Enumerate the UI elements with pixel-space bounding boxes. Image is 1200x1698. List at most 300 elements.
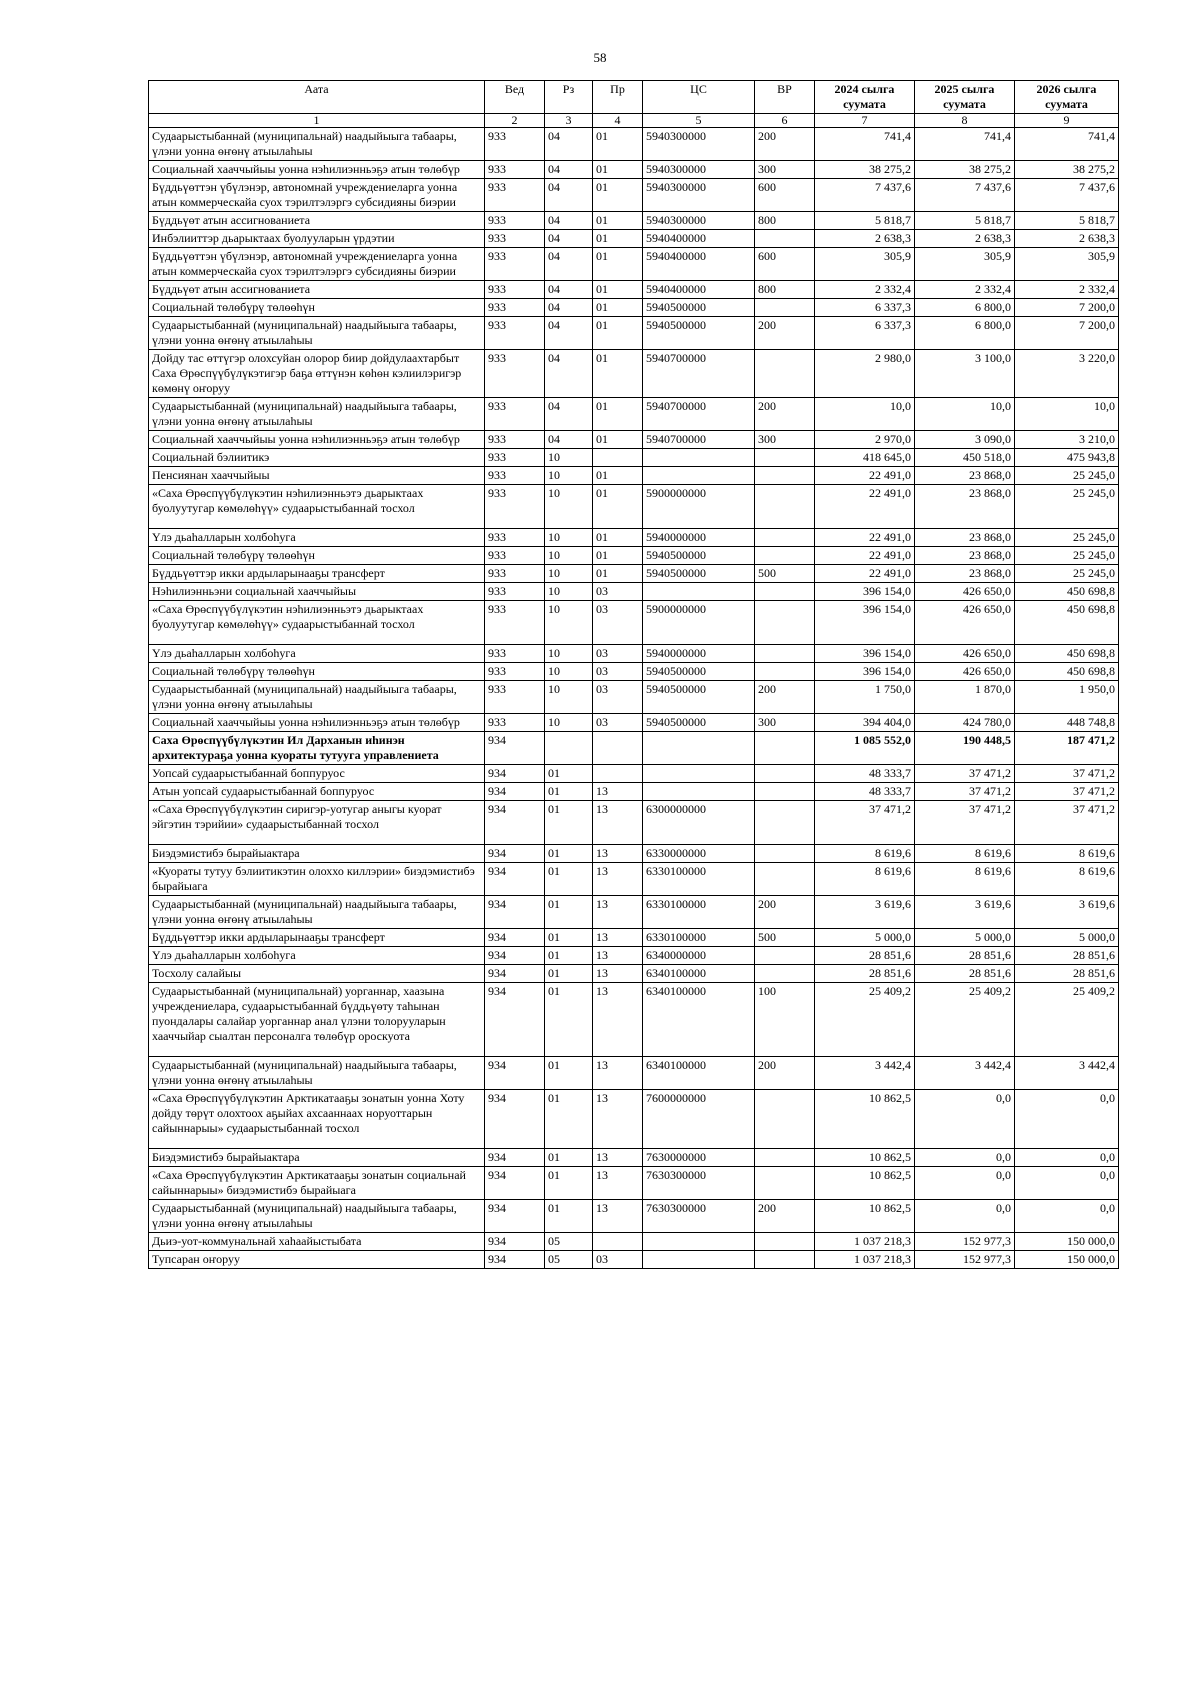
row-name: Тосхолу салайыы (149, 965, 485, 983)
row-amount-2025: 152 977,3 (915, 1251, 1015, 1269)
row-vr (755, 947, 815, 965)
row-amount-2024: 1 037 218,3 (815, 1251, 915, 1269)
row-vr: 200 (755, 1057, 815, 1090)
row-amount-2026: 2 332,4 (1015, 281, 1119, 299)
row-amount-2026: 38 275,2 (1015, 161, 1119, 179)
row-amount-2026: 28 851,6 (1015, 965, 1119, 983)
column-number: 1 (149, 114, 485, 128)
row-ved: 933 (485, 681, 545, 714)
row-cs: 6340100000 (643, 983, 755, 1057)
table-row (149, 714, 1119, 732)
row-rz: 01 (545, 1090, 593, 1149)
row-rz: 01 (545, 929, 593, 947)
row-pr: 13 (593, 801, 643, 845)
row-amount-2025: 426 650,0 (915, 645, 1015, 663)
row-amount-2024: 10,0 (815, 398, 915, 431)
row-ved: 934 (485, 1057, 545, 1090)
table-row (149, 350, 1119, 398)
row-amount-2026: 150 000,0 (1015, 1233, 1119, 1251)
row-amount-2025: 37 471,2 (915, 783, 1015, 801)
row-amount-2025: 28 851,6 (915, 965, 1015, 983)
table-row (149, 732, 1119, 765)
row-amount-2026: 150 000,0 (1015, 1251, 1119, 1269)
row-ved: 933 (485, 350, 545, 398)
row-amount-2025: 152 977,3 (915, 1233, 1015, 1251)
row-ved: 934 (485, 1090, 545, 1149)
row-rz: 05 (545, 1251, 593, 1269)
row-ved: 933 (485, 317, 545, 350)
row-vr: 600 (755, 248, 815, 281)
row-amount-2026: 450 698,8 (1015, 663, 1119, 681)
row-vr (755, 1149, 815, 1167)
row-ved: 933 (485, 398, 545, 431)
row-amount-2025: 1 870,0 (915, 681, 1015, 714)
row-name: Бүддьүөт атын ассигнованиета (149, 212, 485, 230)
row-rz: 10 (545, 529, 593, 547)
table-row (149, 565, 1119, 583)
row-amount-2026: 5 818,7 (1015, 212, 1119, 230)
row-name: Үлэ дьаһалларын холбоһуга (149, 529, 485, 547)
row-rz: 01 (545, 1200, 593, 1233)
row-amount-2026: 3 220,0 (1015, 350, 1119, 398)
row-amount-2025: 3 442,4 (915, 1057, 1015, 1090)
row-ved: 934 (485, 1200, 545, 1233)
row-vr: 300 (755, 431, 815, 449)
table-row (149, 983, 1119, 1057)
row-name: Социальнай төлөбүрү төлөөһүн (149, 299, 485, 317)
row-cs: 6330100000 (643, 929, 755, 947)
row-pr: 01 (593, 128, 643, 161)
column-number: 6 (755, 114, 815, 128)
row-amount-2024: 2 980,0 (815, 350, 915, 398)
row-amount-2025: 741,4 (915, 128, 1015, 161)
row-amount-2025: 23 868,0 (915, 467, 1015, 485)
row-pr: 03 (593, 645, 643, 663)
row-pr: 13 (593, 783, 643, 801)
row-ved: 934 (485, 801, 545, 845)
row-cs (643, 1233, 755, 1251)
row-amount-2025: 5 818,7 (915, 212, 1015, 230)
row-name: Судаарыстыбаннай (муниципальнай) наадыйыыга табаары, үлэни уонна өҥөнү атыылаһыы (149, 398, 485, 431)
row-amount-2026: 448 748,8 (1015, 714, 1119, 732)
row-vr: 500 (755, 565, 815, 583)
row-amount-2024: 25 409,2 (815, 983, 915, 1057)
row-name: Инбэлииттэр дьарыктаах буолууларын үрдэтии (149, 230, 485, 248)
row-cs: 7600000000 (643, 1090, 755, 1149)
row-amount-2026: 741,4 (1015, 128, 1119, 161)
row-rz: 10 (545, 645, 593, 663)
row-name: Судаарыстыбаннай (муниципальнай) наадыйыыга табаары, үлэни уонна өҥөнү атыылаһыы (149, 896, 485, 929)
row-pr: 01 (593, 529, 643, 547)
row-cs: 7630300000 (643, 1167, 755, 1200)
row-vr: 200 (755, 317, 815, 350)
row-amount-2026: 450 698,8 (1015, 583, 1119, 601)
row-ved: 933 (485, 212, 545, 230)
row-name: Социальнай бэлиитикэ (149, 449, 485, 467)
row-vr (755, 783, 815, 801)
table-row (149, 485, 1119, 529)
row-vr: 200 (755, 896, 815, 929)
row-amount-2024: 5 000,0 (815, 929, 915, 947)
row-cs: 6340100000 (643, 965, 755, 983)
row-pr: 01 (593, 317, 643, 350)
row-cs: 6340100000 (643, 1057, 755, 1090)
page-number: 58 (593, 50, 607, 65)
header-pr: Пр (593, 81, 643, 114)
row-cs: 6300000000 (643, 801, 755, 845)
row-cs: 5940300000 (643, 212, 755, 230)
row-rz: 10 (545, 714, 593, 732)
row-pr: 01 (593, 467, 643, 485)
row-name: Атын уопсай судаарыстыбаннай боппуруос (149, 783, 485, 801)
row-cs: 5940400000 (643, 248, 755, 281)
row-pr: 03 (593, 1251, 643, 1269)
row-ved: 934 (485, 983, 545, 1057)
row-amount-2024: 3 442,4 (815, 1057, 915, 1090)
row-cs: 5940500000 (643, 681, 755, 714)
row-rz: 04 (545, 128, 593, 161)
row-name: «Саха Өрөспүүбүлүкэтин Арктикатааҕы зонатын социальнай сайыннарыы» биэдэмистибэ бырайыага (149, 1167, 485, 1200)
row-name: Бүддьүөттэр икки ардыларынааҕы трансферт (149, 565, 485, 583)
table-row (149, 896, 1119, 929)
row-pr: 03 (593, 681, 643, 714)
row-amount-2024: 1 037 218,3 (815, 1233, 915, 1251)
row-amount-2024: 10 862,5 (815, 1200, 915, 1233)
row-amount-2024: 8 619,6 (815, 845, 915, 863)
row-name: Социальнай төлөбүрү төлөөһүн (149, 663, 485, 681)
row-pr: 13 (593, 896, 643, 929)
row-amount-2026: 5 000,0 (1015, 929, 1119, 947)
row-name: «Саха Өрөспүүбүлүкэтин сиригэр-уотугар аныгы куорат эйгэтин тэрийии» судаарыстыбаннай тосхол (149, 801, 485, 845)
row-ved: 933 (485, 299, 545, 317)
row-cs: 5940500000 (643, 317, 755, 350)
row-amount-2026: 3 442,4 (1015, 1057, 1119, 1090)
row-vr (755, 1090, 815, 1149)
row-rz: 04 (545, 212, 593, 230)
row-amount-2026: 3 210,0 (1015, 431, 1119, 449)
row-ved: 934 (485, 1167, 545, 1200)
row-rz: 04 (545, 317, 593, 350)
row-ved: 933 (485, 179, 545, 212)
row-rz: 04 (545, 398, 593, 431)
row-ved: 934 (485, 845, 545, 863)
row-vr (755, 449, 815, 467)
row-amount-2026: 25 245,0 (1015, 467, 1119, 485)
table-row (149, 547, 1119, 565)
row-ved: 933 (485, 161, 545, 179)
table-row (149, 1167, 1119, 1200)
row-cs (643, 583, 755, 601)
row-pr: 01 (593, 248, 643, 281)
row-vr (755, 601, 815, 645)
row-amount-2025: 426 650,0 (915, 601, 1015, 645)
row-pr: 01 (593, 398, 643, 431)
row-amount-2026: 8 619,6 (1015, 863, 1119, 896)
row-ved: 934 (485, 863, 545, 896)
row-ved: 933 (485, 645, 545, 663)
row-rz: 01 (545, 801, 593, 845)
row-ved: 933 (485, 583, 545, 601)
row-amount-2026: 25 245,0 (1015, 529, 1119, 547)
row-amount-2024: 6 337,3 (815, 317, 915, 350)
row-rz: 04 (545, 350, 593, 398)
row-cs: 5940500000 (643, 663, 755, 681)
row-vr (755, 801, 815, 845)
row-cs: 5940700000 (643, 398, 755, 431)
row-name: Нэһилиэнньэни социальнай хааччыйыы (149, 583, 485, 601)
row-vr (755, 547, 815, 565)
table-row (149, 299, 1119, 317)
row-amount-2024: 22 491,0 (815, 467, 915, 485)
row-amount-2025: 23 868,0 (915, 565, 1015, 583)
table-row (149, 947, 1119, 965)
row-amount-2025: 426 650,0 (915, 663, 1015, 681)
row-name: Бүддьүөттэн үбүлэнэр, автономнай учреждениеларга уонна атын коммерческайа суох тэрилтэлэргэ субсидияны биэрии (149, 248, 485, 281)
row-ved: 934 (485, 947, 545, 965)
header-cs: ЦС (643, 81, 755, 114)
row-rz: 01 (545, 845, 593, 863)
table-row (149, 179, 1119, 212)
row-vr (755, 863, 815, 896)
row-amount-2026: 37 471,2 (1015, 801, 1119, 845)
row-amount-2024: 10 862,5 (815, 1149, 915, 1167)
row-cs: 7630000000 (643, 1149, 755, 1167)
row-vr (755, 350, 815, 398)
row-cs: 5940700000 (643, 350, 755, 398)
row-ved: 934 (485, 1233, 545, 1251)
row-amount-2024: 394 404,0 (815, 714, 915, 732)
row-vr (755, 1251, 815, 1269)
table-row (149, 398, 1119, 431)
row-name: Судаарыстыбаннай (муниципальнай) наадыйыыга табаары, үлэни уонна өҥөнү атыылаһыы (149, 317, 485, 350)
row-name: «Саха Өрөспүүбүлүкэтин нэһилиэнньэтэ дьарыктаах буолуутугар көмөлөһүү» судаарыстыбаннай тосхол (149, 601, 485, 645)
table-body (149, 128, 1119, 1269)
row-name: «Куораты тутуу бэлиитикэтин олоххо киллэрии» биэдэмистибэ бырайыага (149, 863, 485, 896)
row-amount-2026: 8 619,6 (1015, 845, 1119, 863)
row-pr (593, 732, 643, 765)
row-amount-2026: 0,0 (1015, 1149, 1119, 1167)
row-amount-2025: 0,0 (915, 1167, 1015, 1200)
column-number: 5 (643, 114, 755, 128)
table-row (149, 248, 1119, 281)
row-ved: 934 (485, 732, 545, 765)
row-name: Биэдэмистибэ бырайыактара (149, 845, 485, 863)
row-amount-2026: 37 471,2 (1015, 765, 1119, 783)
row-rz: 01 (545, 863, 593, 896)
row-ved: 933 (485, 248, 545, 281)
row-amount-2026: 10,0 (1015, 398, 1119, 431)
row-ved: 933 (485, 230, 545, 248)
row-amount-2025: 2 638,3 (915, 230, 1015, 248)
row-amount-2026: 7 437,6 (1015, 179, 1119, 212)
column-number: 9 (1015, 114, 1119, 128)
table-row (149, 765, 1119, 783)
row-amount-2026: 3 619,6 (1015, 896, 1119, 929)
row-vr (755, 485, 815, 529)
row-amount-2024: 22 491,0 (815, 547, 915, 565)
row-rz: 05 (545, 1233, 593, 1251)
row-amount-2025: 190 448,5 (915, 732, 1015, 765)
row-vr: 600 (755, 179, 815, 212)
row-pr: 13 (593, 929, 643, 947)
row-amount-2025: 6 800,0 (915, 317, 1015, 350)
row-amount-2025: 0,0 (915, 1090, 1015, 1149)
row-amount-2026: 305,9 (1015, 248, 1119, 281)
table-row (149, 681, 1119, 714)
row-rz: 10 (545, 601, 593, 645)
row-cs: 6330100000 (643, 896, 755, 929)
row-amount-2025: 25 409,2 (915, 983, 1015, 1057)
row-amount-2025: 37 471,2 (915, 765, 1015, 783)
header-row (149, 81, 1119, 114)
row-pr: 13 (593, 965, 643, 983)
table-row (149, 1149, 1119, 1167)
row-name: «Саха Өрөспүүбүлүкэтин нэһилиэнньэтэ дьарыктаах буолуутугар көмөлөһүү» судаарыстыбаннай тосхол (149, 485, 485, 529)
column-number-row (149, 114, 1119, 128)
row-vr (755, 965, 815, 983)
row-amount-2025: 8 619,6 (915, 863, 1015, 896)
row-rz: 04 (545, 248, 593, 281)
row-cs: 6330100000 (643, 863, 755, 896)
row-pr: 13 (593, 1167, 643, 1200)
row-cs: 6340000000 (643, 947, 755, 965)
row-pr: 13 (593, 1057, 643, 1090)
row-ved: 933 (485, 663, 545, 681)
table-row (149, 965, 1119, 983)
row-amount-2025: 424 780,0 (915, 714, 1015, 732)
row-amount-2024: 396 154,0 (815, 601, 915, 645)
row-amount-2025: 23 868,0 (915, 529, 1015, 547)
row-rz: 10 (545, 467, 593, 485)
table-row (149, 431, 1119, 449)
header-rz: Рз (545, 81, 593, 114)
column-number: 4 (593, 114, 643, 128)
table-row (149, 645, 1119, 663)
table-row (149, 801, 1119, 845)
row-rz: 01 (545, 983, 593, 1057)
row-amount-2024: 2 970,0 (815, 431, 915, 449)
header-2024: 2024 сылга суумата (815, 81, 915, 114)
row-amount-2025: 0,0 (915, 1149, 1015, 1167)
row-name: Пенсиянан хааччыйыы (149, 467, 485, 485)
row-name: Үлэ дьаһалларын холбоһуга (149, 645, 485, 663)
row-vr: 200 (755, 128, 815, 161)
row-cs: 7630300000 (643, 1200, 755, 1233)
row-amount-2026: 7 200,0 (1015, 299, 1119, 317)
row-pr: 01 (593, 212, 643, 230)
row-pr (593, 1233, 643, 1251)
row-rz: 01 (545, 765, 593, 783)
header-2026: 2026 сылга суумата (1015, 81, 1119, 114)
row-cs: 5940300000 (643, 179, 755, 212)
row-amount-2026: 7 200,0 (1015, 317, 1119, 350)
row-name: Биэдэмистибэ бырайыактара (149, 1149, 485, 1167)
row-name: Судаарыстыбаннай (муниципальнай) наадыйыыга табаары, үлэни уонна өҥөнү атыылаһыы (149, 681, 485, 714)
row-cs (643, 765, 755, 783)
header-2025: 2025 сылга суумата (915, 81, 1015, 114)
table-row (149, 1057, 1119, 1090)
header-ved: Вед (485, 81, 545, 114)
row-amount-2026: 0,0 (1015, 1090, 1119, 1149)
row-amount-2024: 6 337,3 (815, 299, 915, 317)
row-amount-2025: 305,9 (915, 248, 1015, 281)
row-ved: 933 (485, 281, 545, 299)
row-ved: 933 (485, 547, 545, 565)
row-cs: 5940500000 (643, 565, 755, 583)
row-amount-2026: 25 409,2 (1015, 983, 1119, 1057)
row-vr (755, 467, 815, 485)
row-vr (755, 732, 815, 765)
row-amount-2025: 7 437,6 (915, 179, 1015, 212)
row-amount-2026: 0,0 (1015, 1167, 1119, 1200)
row-pr (593, 765, 643, 783)
row-name: Бүддьүөттэн үбүлэнэр, автономнай учреждениеларга уонна атын коммерческайа суох тэрилтэлэргэ субсидияны биэрии (149, 179, 485, 212)
column-number: 7 (815, 114, 915, 128)
row-cs (643, 783, 755, 801)
table-row (149, 1251, 1119, 1269)
row-amount-2024: 418 645,0 (815, 449, 915, 467)
row-cs: 5940500000 (643, 714, 755, 732)
table-row (149, 601, 1119, 645)
row-ved: 933 (485, 431, 545, 449)
row-cs: 5900000000 (643, 601, 755, 645)
row-amount-2026: 37 471,2 (1015, 783, 1119, 801)
row-vr (755, 230, 815, 248)
row-vr (755, 1233, 815, 1251)
row-ved: 933 (485, 485, 545, 529)
row-vr: 200 (755, 1200, 815, 1233)
row-amount-2024: 741,4 (815, 128, 915, 161)
row-pr: 13 (593, 863, 643, 896)
row-amount-2026: 2 638,3 (1015, 230, 1119, 248)
row-name: Социальнай хааччыйыы уонна нэһилиэнньэҕэ атын төлөбүр (149, 161, 485, 179)
row-ved: 934 (485, 896, 545, 929)
table-row (149, 1090, 1119, 1149)
row-rz: 10 (545, 663, 593, 681)
row-amount-2024: 8 619,6 (815, 863, 915, 896)
row-name: Социальнай хааччыйыы уонна нэһилиэнньэҕэ атын төлөбүр (149, 714, 485, 732)
row-amount-2025: 3 100,0 (915, 350, 1015, 398)
row-ved: 933 (485, 714, 545, 732)
row-name: Бүддьүөттэр икки ардыларынааҕы трансферт (149, 929, 485, 947)
row-amount-2026: 475 943,8 (1015, 449, 1119, 467)
row-rz: 10 (545, 565, 593, 583)
row-cs (643, 467, 755, 485)
row-rz: 01 (545, 1057, 593, 1090)
table-row (149, 317, 1119, 350)
table-row (149, 863, 1119, 896)
table-row (149, 1233, 1119, 1251)
row-amount-2025: 38 275,2 (915, 161, 1015, 179)
row-name: «Саха Өрөспүүбүлүкэтин Арктикатааҕы зонатын уонна Хоту дойду төрүт олохтоох аҕыйах ахсааннаах норуоттарын сайыннарыы» судаарыстыбаннай тосхол (149, 1090, 485, 1149)
row-amount-2026: 25 245,0 (1015, 547, 1119, 565)
row-vr: 200 (755, 681, 815, 714)
row-amount-2026: 25 245,0 (1015, 485, 1119, 529)
row-ved: 934 (485, 765, 545, 783)
row-rz: 10 (545, 547, 593, 565)
row-amount-2026: 450 698,8 (1015, 601, 1119, 645)
table-row (149, 212, 1119, 230)
row-rz: 04 (545, 299, 593, 317)
row-vr: 100 (755, 983, 815, 1057)
row-ved: 934 (485, 1251, 545, 1269)
row-amount-2026: 1 950,0 (1015, 681, 1119, 714)
row-pr: 01 (593, 281, 643, 299)
row-vr: 500 (755, 929, 815, 947)
column-number: 8 (915, 114, 1015, 128)
row-pr: 01 (593, 565, 643, 583)
row-pr: 03 (593, 583, 643, 601)
